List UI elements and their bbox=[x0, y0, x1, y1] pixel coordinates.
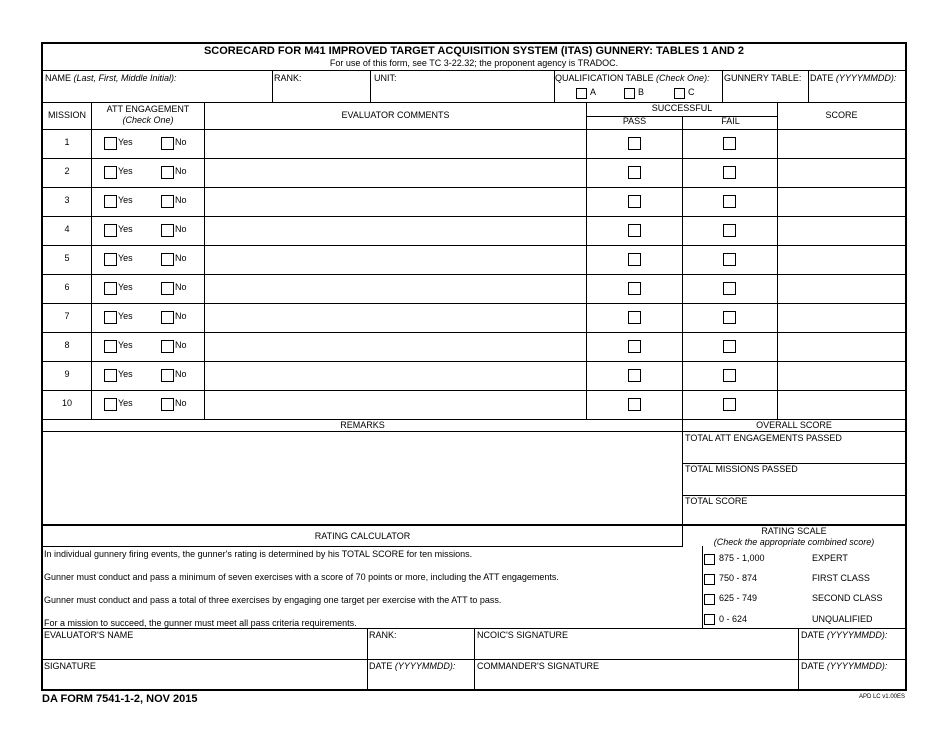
rating-scale-title: RATING SCALE bbox=[761, 526, 827, 536]
att-no-checkbox[interactable] bbox=[161, 340, 174, 353]
ncoic-signature-field[interactable] bbox=[477, 641, 797, 658]
fail-checkbox[interactable] bbox=[723, 137, 736, 150]
qual-a-checkbox[interactable] bbox=[576, 88, 587, 99]
unit-label: UNIT: bbox=[374, 73, 397, 83]
calculator-line-3: Gunner must conduct and pass a total of three exercises by engaging one target per exercise with the ATT to pass. bbox=[44, 595, 502, 605]
rating-second-class-checkbox[interactable] bbox=[704, 594, 715, 605]
evaluator-name-label: EVALUATOR'S NAME bbox=[44, 630, 134, 640]
rating-unqualified-checkbox[interactable] bbox=[704, 614, 715, 625]
mission-number: 6 bbox=[64, 282, 70, 292]
fail-checkbox[interactable] bbox=[723, 253, 736, 266]
signature-field[interactable] bbox=[43, 672, 366, 689]
pass-checkbox[interactable] bbox=[628, 253, 641, 266]
pass-checkbox[interactable] bbox=[628, 137, 641, 150]
qual-b-checkbox[interactable] bbox=[624, 88, 635, 99]
name-label: NAME (Last, First, Middle Initial): bbox=[45, 73, 177, 83]
rating-second-class-label: SECOND CLASS bbox=[812, 593, 883, 603]
att-yes-checkbox[interactable] bbox=[104, 282, 117, 295]
divider bbox=[808, 70, 809, 102]
att-yes-label: Yes bbox=[118, 398, 133, 408]
fail-checkbox[interactable] bbox=[723, 166, 736, 179]
att-yes-checkbox[interactable] bbox=[104, 195, 117, 208]
total-score-label: TOTAL SCORE bbox=[685, 496, 748, 506]
att-yes-label: Yes bbox=[118, 166, 133, 176]
att-no-checkbox[interactable] bbox=[161, 137, 174, 150]
divider bbox=[722, 70, 723, 102]
att-no-label: No bbox=[175, 340, 187, 350]
evaluator-comment-field[interactable] bbox=[206, 131, 584, 156]
score-field[interactable] bbox=[779, 218, 905, 243]
qualification-label: QUALIFICATION TABLE (Check One): bbox=[555, 73, 710, 83]
divider bbox=[41, 361, 907, 362]
att-no-checkbox[interactable] bbox=[161, 195, 174, 208]
att-no-label: No bbox=[175, 398, 187, 408]
att-no-label: No bbox=[175, 224, 187, 234]
att-yes-checkbox[interactable] bbox=[104, 224, 117, 237]
remarks-label: REMARKS bbox=[340, 420, 385, 430]
overall-score-title: OVERALL SCORE bbox=[756, 420, 832, 430]
form-id: DA FORM 7541-1-2, NOV 2015 bbox=[42, 693, 198, 705]
score-field[interactable] bbox=[779, 189, 905, 214]
date-label: DATE (YYYYMMDD): bbox=[810, 73, 897, 83]
divider bbox=[41, 70, 907, 71]
evaluator-name-field[interactable] bbox=[43, 641, 366, 658]
mission-number: 3 bbox=[64, 195, 70, 205]
pass-checkbox[interactable] bbox=[628, 369, 641, 382]
att-yes-label: Yes bbox=[118, 195, 133, 205]
ncoic-date-label: DATE (YYYYMMDD): bbox=[801, 630, 888, 640]
calculator-line-2: Gunner must conduct and pass a minimum of seven exercises with a score of 70 points or more, including the ATT engagements. bbox=[44, 572, 559, 582]
date-field[interactable] bbox=[810, 84, 905, 101]
att-no-checkbox[interactable] bbox=[161, 311, 174, 324]
divider bbox=[204, 102, 205, 419]
score-field[interactable] bbox=[779, 276, 905, 301]
calculator-line-1: In individual gunnery firing events, the gunner's rating is determined by his TOTAL SCORE for ten missions. bbox=[44, 549, 473, 559]
divider bbox=[798, 628, 799, 690]
att-no-checkbox[interactable] bbox=[161, 166, 174, 179]
form-version: APD LC v1.00ES bbox=[858, 694, 905, 700]
rank-field[interactable] bbox=[274, 84, 369, 101]
unit-field[interactable] bbox=[372, 84, 552, 101]
att-no-label: No bbox=[175, 195, 187, 205]
fail-checkbox[interactable] bbox=[723, 195, 736, 208]
commander-signature-field[interactable] bbox=[477, 672, 797, 689]
divider bbox=[683, 431, 907, 432]
signature-date-label: DATE (YYYYMMDD): bbox=[369, 661, 456, 671]
score-field[interactable] bbox=[779, 131, 905, 156]
pass-checkbox[interactable] bbox=[628, 311, 641, 324]
rating-first-class-range: 750 - 874 bbox=[719, 573, 758, 583]
rating-expert-label: EXPERT bbox=[812, 553, 848, 563]
att-no-checkbox[interactable] bbox=[161, 253, 174, 266]
att-no-label: No bbox=[175, 311, 187, 321]
att-yes-label: Yes bbox=[118, 282, 133, 292]
pass-checkbox[interactable] bbox=[628, 166, 641, 179]
score-field[interactable] bbox=[779, 305, 905, 330]
divider bbox=[777, 102, 778, 419]
pass-checkbox[interactable] bbox=[628, 195, 641, 208]
evaluator-rank-field[interactable] bbox=[369, 641, 473, 658]
att-no-label: No bbox=[175, 166, 187, 176]
divider bbox=[702, 546, 703, 628]
rank-label: RANK: bbox=[274, 73, 302, 83]
form-subtitle: For use of this form, see TC 3-22.32; the proponent agency is TRADOC. bbox=[329, 58, 619, 68]
evaluator-comment-field[interactable] bbox=[206, 334, 584, 359]
fail-checkbox[interactable] bbox=[723, 282, 736, 295]
fail-checkbox[interactable] bbox=[723, 224, 736, 237]
divider bbox=[682, 419, 683, 525]
att-no-label: No bbox=[175, 282, 187, 292]
ncoic-signature-label: NCOIC'S SIGNATURE bbox=[477, 630, 569, 640]
att-yes-checkbox[interactable] bbox=[104, 253, 117, 266]
qual-a-label: A bbox=[590, 87, 597, 97]
rating-calculator-title: RATING CALCULATOR bbox=[314, 531, 411, 541]
divider bbox=[474, 628, 475, 690]
pass-checkbox[interactable] bbox=[628, 282, 641, 295]
signature-date-field[interactable] bbox=[369, 672, 473, 689]
mission-number: 9 bbox=[64, 369, 70, 379]
att-yes-checkbox[interactable] bbox=[104, 369, 117, 382]
successful-header: SUCCESSFUL bbox=[651, 103, 713, 113]
mission-number: 5 bbox=[64, 253, 70, 263]
rating-second-class-range: 625 - 749 bbox=[719, 593, 758, 603]
att-no-label: No bbox=[175, 137, 187, 147]
fail-checkbox[interactable] bbox=[723, 311, 736, 324]
evaluator-comment-field[interactable] bbox=[206, 160, 584, 185]
rating-scale-hint: (Check the appropriate combined score) bbox=[713, 537, 875, 547]
mission-number: 1 bbox=[64, 137, 70, 147]
fail-checkbox[interactable] bbox=[723, 340, 736, 353]
fail-header: FAIL bbox=[721, 116, 740, 126]
total-score-field[interactable] bbox=[685, 508, 905, 524]
divider bbox=[41, 216, 907, 217]
divider bbox=[41, 332, 907, 333]
form-title: SCORECARD FOR M41 IMPROVED TARGET ACQUISITION SYSTEM (ITAS) GUNNERY: TABLES 1 AND 2 bbox=[203, 45, 745, 57]
divider bbox=[586, 102, 587, 419]
att-engagement-hint: (Check One) bbox=[122, 115, 174, 125]
att-no-checkbox[interactable] bbox=[161, 369, 174, 382]
name-field[interactable] bbox=[43, 84, 271, 101]
divider bbox=[41, 187, 907, 188]
pass-checkbox[interactable] bbox=[628, 398, 641, 411]
att-yes-label: Yes bbox=[118, 224, 133, 234]
divider bbox=[682, 116, 683, 419]
att-yes-checkbox[interactable] bbox=[104, 137, 117, 150]
evaluator-rank-label: RANK: bbox=[369, 630, 397, 640]
evaluator-comment-field[interactable] bbox=[206, 363, 584, 388]
score-header: SCORE bbox=[825, 110, 858, 120]
commander-signature-label: COMMANDER'S SIGNATURE bbox=[477, 661, 600, 671]
rating-expert-range: 875 - 1,000 bbox=[719, 553, 765, 563]
mission-number: 4 bbox=[64, 224, 70, 234]
att-yes-label: Yes bbox=[118, 340, 133, 350]
mission-header: MISSION bbox=[47, 110, 86, 120]
pass-checkbox[interactable] bbox=[628, 340, 641, 353]
att-no-checkbox[interactable] bbox=[161, 224, 174, 237]
gunnery-table-field[interactable] bbox=[724, 84, 807, 101]
att-yes-checkbox[interactable] bbox=[104, 166, 117, 179]
divider bbox=[41, 546, 683, 547]
att-yes-label: Yes bbox=[118, 311, 133, 321]
pass-checkbox[interactable] bbox=[628, 224, 641, 237]
fail-checkbox[interactable] bbox=[723, 398, 736, 411]
evaluator-comment-field[interactable] bbox=[206, 392, 584, 417]
mission-number: 8 bbox=[64, 340, 70, 350]
att-no-checkbox[interactable] bbox=[161, 398, 174, 411]
divider bbox=[41, 303, 907, 304]
gunnery-table-label: GUNNERY TABLE: bbox=[724, 73, 802, 83]
total-att-label: TOTAL ATT ENGAGEMENTS PASSED bbox=[685, 433, 842, 443]
total-missions-label: TOTAL MISSIONS PASSED bbox=[685, 464, 798, 474]
mission-number: 10 bbox=[61, 398, 72, 408]
rating-unqualified-range: 0 - 624 bbox=[719, 614, 748, 624]
att-yes-checkbox[interactable] bbox=[104, 311, 117, 324]
divider bbox=[272, 70, 273, 102]
total-missions-field[interactable] bbox=[685, 476, 905, 494]
att-yes-checkbox[interactable] bbox=[104, 398, 117, 411]
qual-c-label: C bbox=[688, 87, 695, 97]
evaluator-comments-header: EVALUATOR COMMENTS bbox=[341, 110, 450, 120]
qual-c-checkbox[interactable] bbox=[674, 88, 685, 99]
fail-checkbox[interactable] bbox=[723, 369, 736, 382]
remarks-field[interactable] bbox=[43, 433, 681, 523]
signature-label: SIGNATURE bbox=[44, 661, 96, 671]
mission-number: 7 bbox=[64, 311, 70, 321]
divider bbox=[41, 274, 907, 275]
att-no-checkbox[interactable] bbox=[161, 282, 174, 295]
total-att-field[interactable] bbox=[685, 444, 905, 462]
commander-date-label: DATE (YYYYMMDD): bbox=[801, 661, 888, 671]
divider bbox=[367, 628, 368, 690]
qual-b-label: B bbox=[638, 87, 645, 97]
att-engagement-header: ATT ENGAGEMENT bbox=[106, 104, 190, 114]
score-field[interactable] bbox=[779, 334, 905, 359]
divider bbox=[41, 158, 907, 159]
mission-number: 2 bbox=[64, 166, 70, 176]
divider bbox=[41, 431, 683, 432]
rating-first-class-label: FIRST CLASS bbox=[812, 573, 870, 583]
divider bbox=[41, 245, 907, 246]
divider bbox=[91, 102, 92, 419]
rating-expert-checkbox[interactable] bbox=[704, 554, 715, 565]
commander-date-field[interactable] bbox=[801, 672, 905, 689]
evaluator-comment-field[interactable] bbox=[206, 276, 584, 301]
att-yes-checkbox[interactable] bbox=[104, 340, 117, 353]
rating-unqualified-label: UNQUALIFIED bbox=[812, 614, 873, 624]
ncoic-date-field[interactable] bbox=[801, 641, 905, 658]
att-yes-label: Yes bbox=[118, 253, 133, 263]
score-field[interactable] bbox=[779, 247, 905, 272]
score-field[interactable] bbox=[779, 363, 905, 388]
rating-first-class-checkbox[interactable] bbox=[704, 574, 715, 585]
evaluator-comment-field[interactable] bbox=[206, 218, 584, 243]
pass-header: PASS bbox=[622, 116, 647, 126]
score-field[interactable] bbox=[779, 392, 905, 417]
evaluator-comment-field[interactable] bbox=[206, 305, 584, 330]
score-field[interactable] bbox=[779, 160, 905, 185]
evaluator-comment-field[interactable] bbox=[206, 247, 584, 272]
att-yes-label: Yes bbox=[118, 137, 133, 147]
divider bbox=[370, 70, 371, 102]
att-no-label: No bbox=[175, 369, 187, 379]
att-yes-label: Yes bbox=[118, 369, 133, 379]
evaluator-comment-field[interactable] bbox=[206, 189, 584, 214]
att-no-label: No bbox=[175, 253, 187, 263]
calculator-line-4: For a mission to succeed, the gunner must meet all pass criteria requirements. bbox=[44, 618, 357, 628]
divider bbox=[41, 390, 907, 391]
